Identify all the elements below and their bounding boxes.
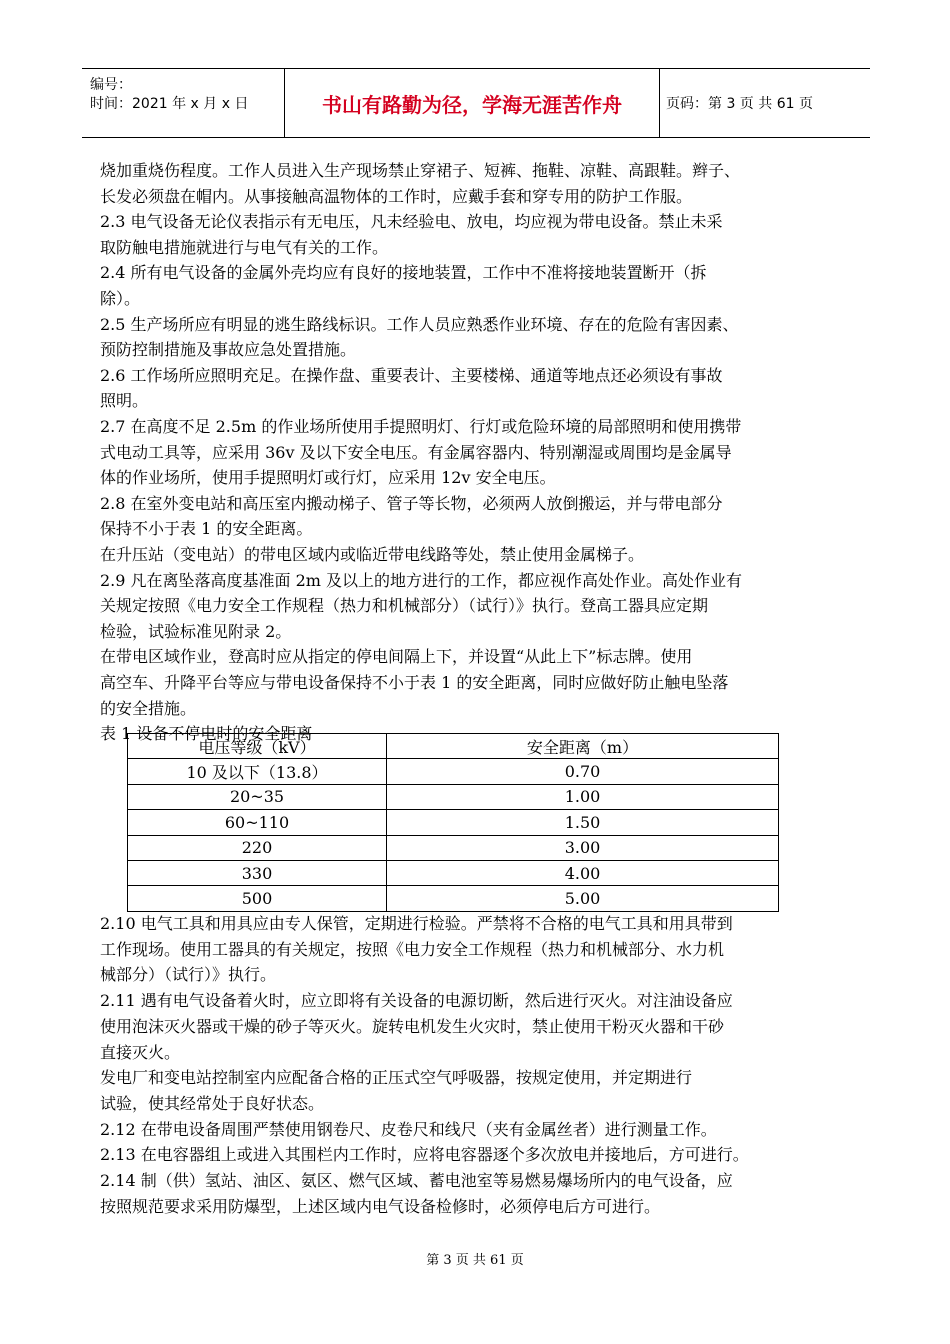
text-line: 按照规范要求采用防爆型，上述区域内电气设备检修时，必须停电后方可进行。 bbox=[100, 1196, 661, 1216]
text-line: 除）。 bbox=[100, 289, 141, 308]
distance-cell: 3.00 bbox=[387, 835, 779, 860]
text-line: 预防控制措施及事故应急处置措施。 bbox=[100, 340, 357, 360]
voltage-cell: 500 bbox=[128, 886, 387, 911]
distance-cell: 4.00 bbox=[387, 860, 779, 885]
text-line: 2.3 电气设备无论仪表指示有无电压，凡未经验电、放电，均应视为带电设备。禁止未采 bbox=[100, 212, 723, 232]
text-line: 长发必须盘在帽内。从事接触高温物体的工作时，应戴手套和穿专用的防护工作服。 bbox=[100, 186, 693, 206]
text-line: 械部分）（试行）》执行。 bbox=[100, 965, 277, 985]
text-line: 工作现场。使用工器具的有关规定，按照《电力安全工作规程（热力和机械部分、水力机 bbox=[100, 939, 725, 959]
table-row bbox=[128, 886, 779, 911]
text-line: 烧加重烧伤程度。工作人员进入生产现场禁止穿裙子、短裤、拖鞋、凉鞋、高跟鞋。辫子、 bbox=[100, 161, 741, 180]
text-line: 检验，试验标准见附录 2。 bbox=[100, 621, 292, 641]
text-line: 2.8 在室外变电站和高压室内搬动梯子、管子等长物，必须两人放倒搬运，并与带电部分 bbox=[100, 493, 723, 513]
text-line: 2.6 工作场所应照明充足。在操作盘、重要表计、主要楼梯、通道等地点还必须设有事故 bbox=[100, 365, 723, 385]
text-line: 2.7 在高度不足 2.5m 的作业场所使用手提照明灯、行灯或危险环境的局部照明和使用携带 bbox=[100, 417, 742, 436]
doc-number-label: 编号： bbox=[90, 77, 132, 93]
voltage-cell: 10 及以下（13.8） bbox=[128, 759, 387, 784]
text-line: 照明。 bbox=[100, 391, 149, 411]
page-header bbox=[82, 68, 870, 138]
text-line: 表 1 设备不停电时的安全距离 bbox=[100, 724, 313, 744]
text-line: 2.11 遇有电气设备着火时，应立即将有关设备的电源切断，然后进行灭火。对注油设备应 bbox=[100, 991, 733, 1011]
header-page-number: 页码：第 3 页 共 61 页 bbox=[666, 96, 813, 112]
text-line: 高空车、升降平台等应与带电设备保持不小于表 1 的安全距离，同时应做好防止触电坠落 bbox=[100, 673, 729, 692]
text-line: 2.10 电气工具和用具应由专人保管，定期进行检验。严禁将不合格的电气工具和用具带到 bbox=[100, 914, 733, 933]
voltage-cell: 60~110 bbox=[128, 810, 387, 835]
header-meta bbox=[82, 69, 282, 137]
distance-cell: 0.70 bbox=[387, 759, 779, 784]
doc-time-label: 时间：2021 年 x 月 x 日 bbox=[90, 96, 249, 112]
table-row bbox=[128, 835, 779, 860]
text-line: 2.14 制（供）氢站、油区、氨区、燃气区域、蓄电池室等易燃易爆场所内的电气设备，应 bbox=[100, 1171, 733, 1190]
table-row bbox=[128, 810, 779, 835]
column-header-voltage: 电压等级（kV） bbox=[128, 734, 387, 759]
safety-distance-table bbox=[127, 733, 779, 912]
distance-cell: 5.00 bbox=[387, 886, 779, 911]
text-line: 2.13 在电容器组上或进入其围栏内工作时，应将电容器逐个多次放电并接地后，方可进行。 bbox=[100, 1145, 749, 1165]
table-row bbox=[128, 860, 779, 885]
text-line: 2.9 凡在离坠落高度基准面 2m 及以上的地方进行的工作，都应视作高处作业。高处作业有 bbox=[100, 570, 743, 590]
distance-cell: 1.50 bbox=[387, 810, 779, 835]
text-line: 在带电区域作业，登高时应从指定的停电间隔上下，并设置“从此上下”标志牌。使用 bbox=[100, 647, 693, 667]
text-line: 体的作业场所，使用手提照明灯或行灯，应采用 12v 安全电压。 bbox=[100, 468, 556, 488]
text-line: 式电动工具等，应采用 36v 及以下安全电压。有金属容器内、特别潮湿或周围均是金属导 bbox=[100, 442, 732, 462]
table-row bbox=[128, 784, 779, 809]
voltage-cell: 220 bbox=[128, 835, 387, 860]
distance-cell: 1.00 bbox=[387, 784, 779, 809]
column-header-distance: 安全距离（m） bbox=[387, 734, 779, 759]
page-footer: 第 3 页 共 61 页 bbox=[426, 1253, 524, 1268]
voltage-cell: 20~35 bbox=[128, 784, 387, 809]
voltage-cell: 330 bbox=[128, 860, 387, 885]
text-line: 发电厂和变电站控制室内应配备合格的正压式空气呼吸器，按规定使用，并定期进行 bbox=[100, 1068, 693, 1088]
table-row bbox=[128, 759, 779, 784]
text-line: 使用泡沫灭火器或干燥的砂子等灭火。旋转电机发生火灾时，禁止使用干粉灭火器和干砂 bbox=[100, 1016, 725, 1036]
text-line: 关规定按照《电力安全工作规程（热力和机械部分）（试行）》执行。登高工器具应定期 bbox=[100, 596, 709, 616]
table-header-row bbox=[128, 734, 779, 759]
header-motto: 书山有路勤为径，学海无涯苦作舟 bbox=[284, 69, 660, 137]
text-line: 在升压站（变电站）的带电区域内或临近带电线路等处，禁止使用金属梯子。 bbox=[100, 545, 645, 564]
text-line: 的安全措施。 bbox=[100, 698, 197, 718]
text-line: 直接灭火。 bbox=[100, 1042, 181, 1062]
text-line: 2.5 生产场所应有明显的逃生路线标识。工作人员应熟悉作业环境、存在的危险有害因素、 bbox=[100, 314, 739, 334]
text-line: 试验，使其经常处于良好状态。 bbox=[100, 1093, 325, 1113]
text-line: 取防触电措施就进行与电气有关的工作。 bbox=[100, 237, 389, 257]
text-line: 2.12 在带电设备周围严禁使用钢卷尺、皮卷尺和线尺（夹有金属丝者）进行测量工作。 bbox=[100, 1119, 717, 1139]
text-line: 2.4 所有电气设备的金属外壳均应有良好的接地装置，工作中不准将接地装置断开（拆 bbox=[100, 263, 707, 283]
text-line: 保持不小于表 1 的安全距离。 bbox=[100, 519, 313, 539]
